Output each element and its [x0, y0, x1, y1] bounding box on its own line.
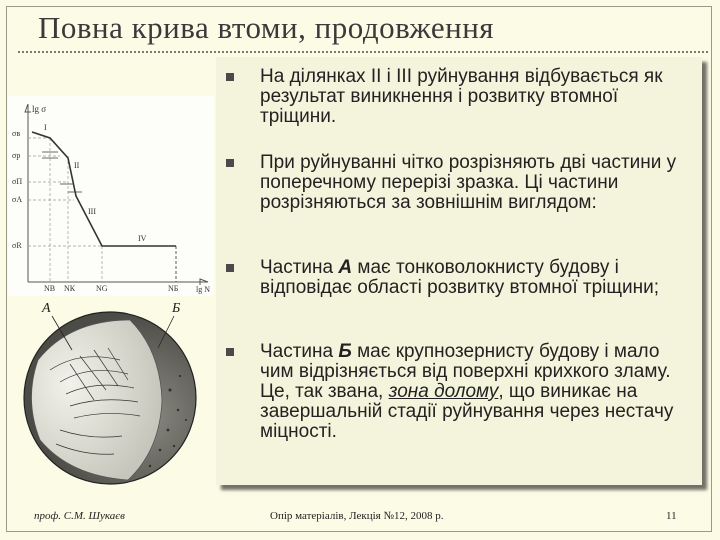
bullet-marker	[226, 73, 234, 81]
bullet-marker	[226, 348, 234, 356]
term-zone-dolomu: зона долому	[388, 381, 499, 402]
bullet-text: При руйнуванні чітко розрізняють дві частини у поперечному перерізі зразка. Ці частини розрізняються за зовнішнім виглядом:	[260, 152, 677, 213]
page-number: 11	[666, 510, 677, 522]
fracture-label-b: Б	[172, 301, 181, 316]
y-axis-label: lg σ	[32, 104, 47, 114]
x-tick-label: NG	[96, 284, 108, 293]
bullet-item	[226, 342, 696, 442]
bullet-text-part: , що виникає на завершальній стадії руйнування через нестачу міцності.	[260, 381, 674, 442]
y-tick-label: σв	[12, 129, 21, 138]
bullet-text-part: Частина	[260, 257, 339, 278]
region-label: I	[44, 123, 47, 132]
part-label-b: Б	[338, 341, 352, 362]
bullet-text	[260, 342, 696, 442]
slide-title: Повна крива втоми, продовження	[38, 10, 495, 45]
fatigue-curve	[32, 132, 176, 282]
fatigue-curve-diagram	[8, 96, 214, 296]
bullet-item	[226, 67, 696, 127]
y-tick-label: σR	[12, 241, 22, 250]
bullet-text-part: має крупнозернисту будову і мало чим відрізняється від поверхні крихкого зламу. Це, так звана,	[260, 341, 671, 402]
y-tick-label: σА	[12, 195, 23, 204]
fatigue-curve-svg	[8, 96, 214, 296]
bullet-marker	[226, 264, 234, 272]
x-axis-label: lg N	[196, 285, 210, 294]
region-label: IV	[138, 234, 147, 243]
bullet-text	[260, 258, 696, 298]
x-tick-label: NБ	[168, 284, 179, 293]
bullet-text: На ділянках II і III руйнування відбувається як результат виникнення і розвитку втомної тріщини.	[260, 66, 663, 127]
part-label-a: А	[338, 257, 353, 278]
footer-author: проф. С.М. Шукаєв	[34, 510, 125, 522]
region-label: III	[88, 207, 96, 216]
bullet-item	[226, 258, 696, 298]
title-divider	[18, 51, 708, 53]
fracture-label-a: А	[42, 301, 51, 316]
fracture-surface-illustration	[10, 290, 210, 490]
bullet-item	[226, 153, 696, 213]
bullet-text-part: Частина	[260, 341, 339, 362]
bullet-text-part: має тонковолокнисту будову і відповідає області розвитку втомної тріщини;	[260, 257, 660, 298]
y-tick-label: σр	[12, 151, 21, 160]
x-tick-label: NВ	[44, 284, 56, 293]
bullet-panel	[216, 57, 702, 485]
bullet-marker	[226, 159, 234, 167]
x-tick-label: NК	[64, 284, 76, 293]
y-tick-label: σП	[12, 177, 23, 186]
fracture-svg	[10, 290, 210, 490]
footer-course: Опір матеріалів, Лекція №12, 2008 р.	[270, 510, 444, 522]
region-label: II	[74, 161, 80, 170]
